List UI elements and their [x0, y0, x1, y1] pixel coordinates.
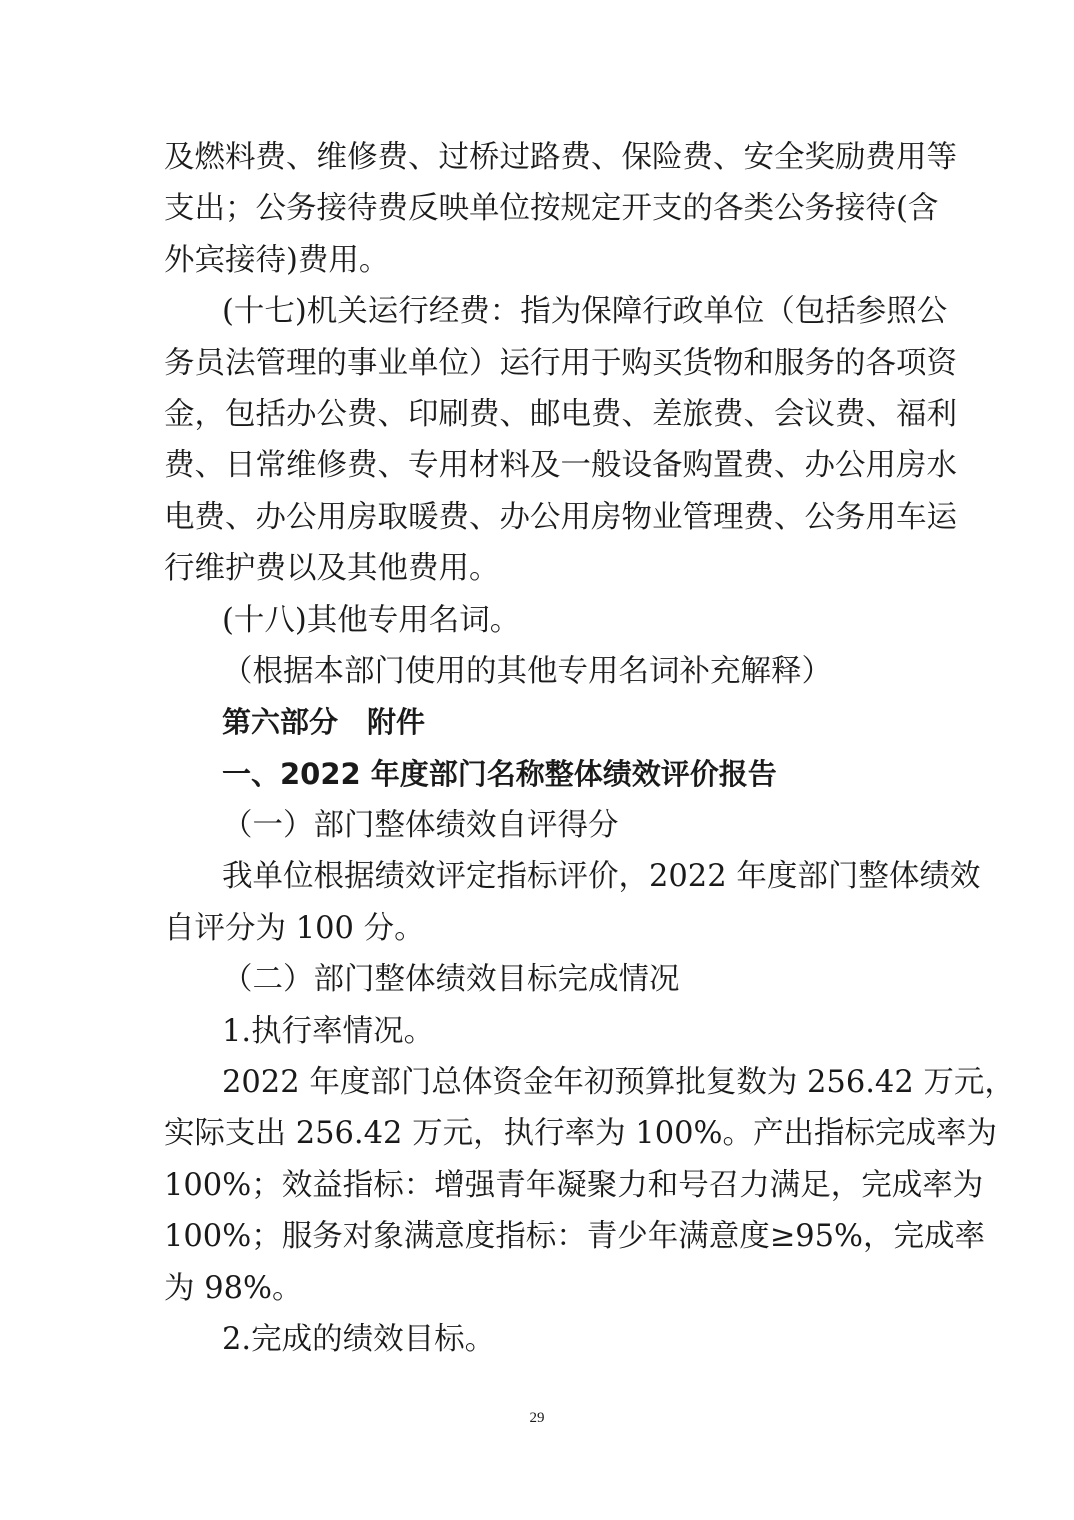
paragraph-line: （根据本部门使用的其他专用名词补充解释）: [222, 653, 832, 689]
paragraph-line: 2022 年度部门总体资金年初预算批复数为 256.42 万元，: [222, 1065, 1015, 1101]
paragraph-line: （二）部门整体绩效目标完成情况: [222, 962, 680, 998]
paragraph-line: 支出；公务接待费反映单位按规定开支的各类公务接待(含: [164, 191, 939, 227]
paragraph-line: 100%；服务对象满意度指标：青少年满意度≥95%，完成率: [164, 1219, 986, 1255]
paragraph-line: 自评分为 100 分。: [164, 910, 425, 946]
paragraph-line: 我单位根据绩效评定指标评价，2022 年度部门整体绩效: [222, 859, 981, 895]
paragraph-line: 费、日常维修费、专用材料及一般设备购置费、办公用房水: [164, 448, 957, 484]
paragraph-line: （一）部门整体绩效自评得分: [222, 808, 619, 844]
paragraph-line: 及燃料费、维修费、过桥过路费、保险费、安全奖励费用等: [164, 140, 957, 175]
paragraph-line: 2.完成的绩效目标。: [222, 1321, 496, 1357]
paragraph-line: 行维护费以及其他费用。: [164, 551, 500, 587]
paragraph-line: 1.执行率情况。: [222, 1013, 435, 1049]
paragraph-line: 电费、办公用房取暖费、办公用房物业管理费、公务用车运: [164, 499, 957, 535]
page-number: 29: [529, 1410, 545, 1426]
paragraph-line: 实际支出 256.42 万元，执行率为 100%。产出指标完成率为: [164, 1116, 998, 1152]
paragraph-line: (十七)机关运行经费：指为保障行政单位（包括参照公: [222, 294, 948, 330]
paragraph-line: 为 98%。: [164, 1270, 303, 1306]
paragraph-line: 100%；效益指标：增强青年凝聚力和号召力满足，完成率为: [164, 1167, 984, 1203]
section-heading: 第六部分 附件: [222, 705, 426, 740]
document-body: [164, 132, 1015, 1365]
subsection-heading: 一、2022 年度部门名称整体绩效评价报告: [222, 756, 777, 791]
paragraph-line: 务员法管理的事业单位）运行用于购买货物和服务的各项资: [164, 345, 957, 381]
paragraph-line: 外宾接待)费用。: [164, 242, 390, 278]
paragraph-line: 金，包括办公费、印刷费、邮电费、差旅费、会议费、福利: [164, 396, 957, 432]
paragraph-line: (十八)其他专用名词。: [222, 602, 521, 638]
